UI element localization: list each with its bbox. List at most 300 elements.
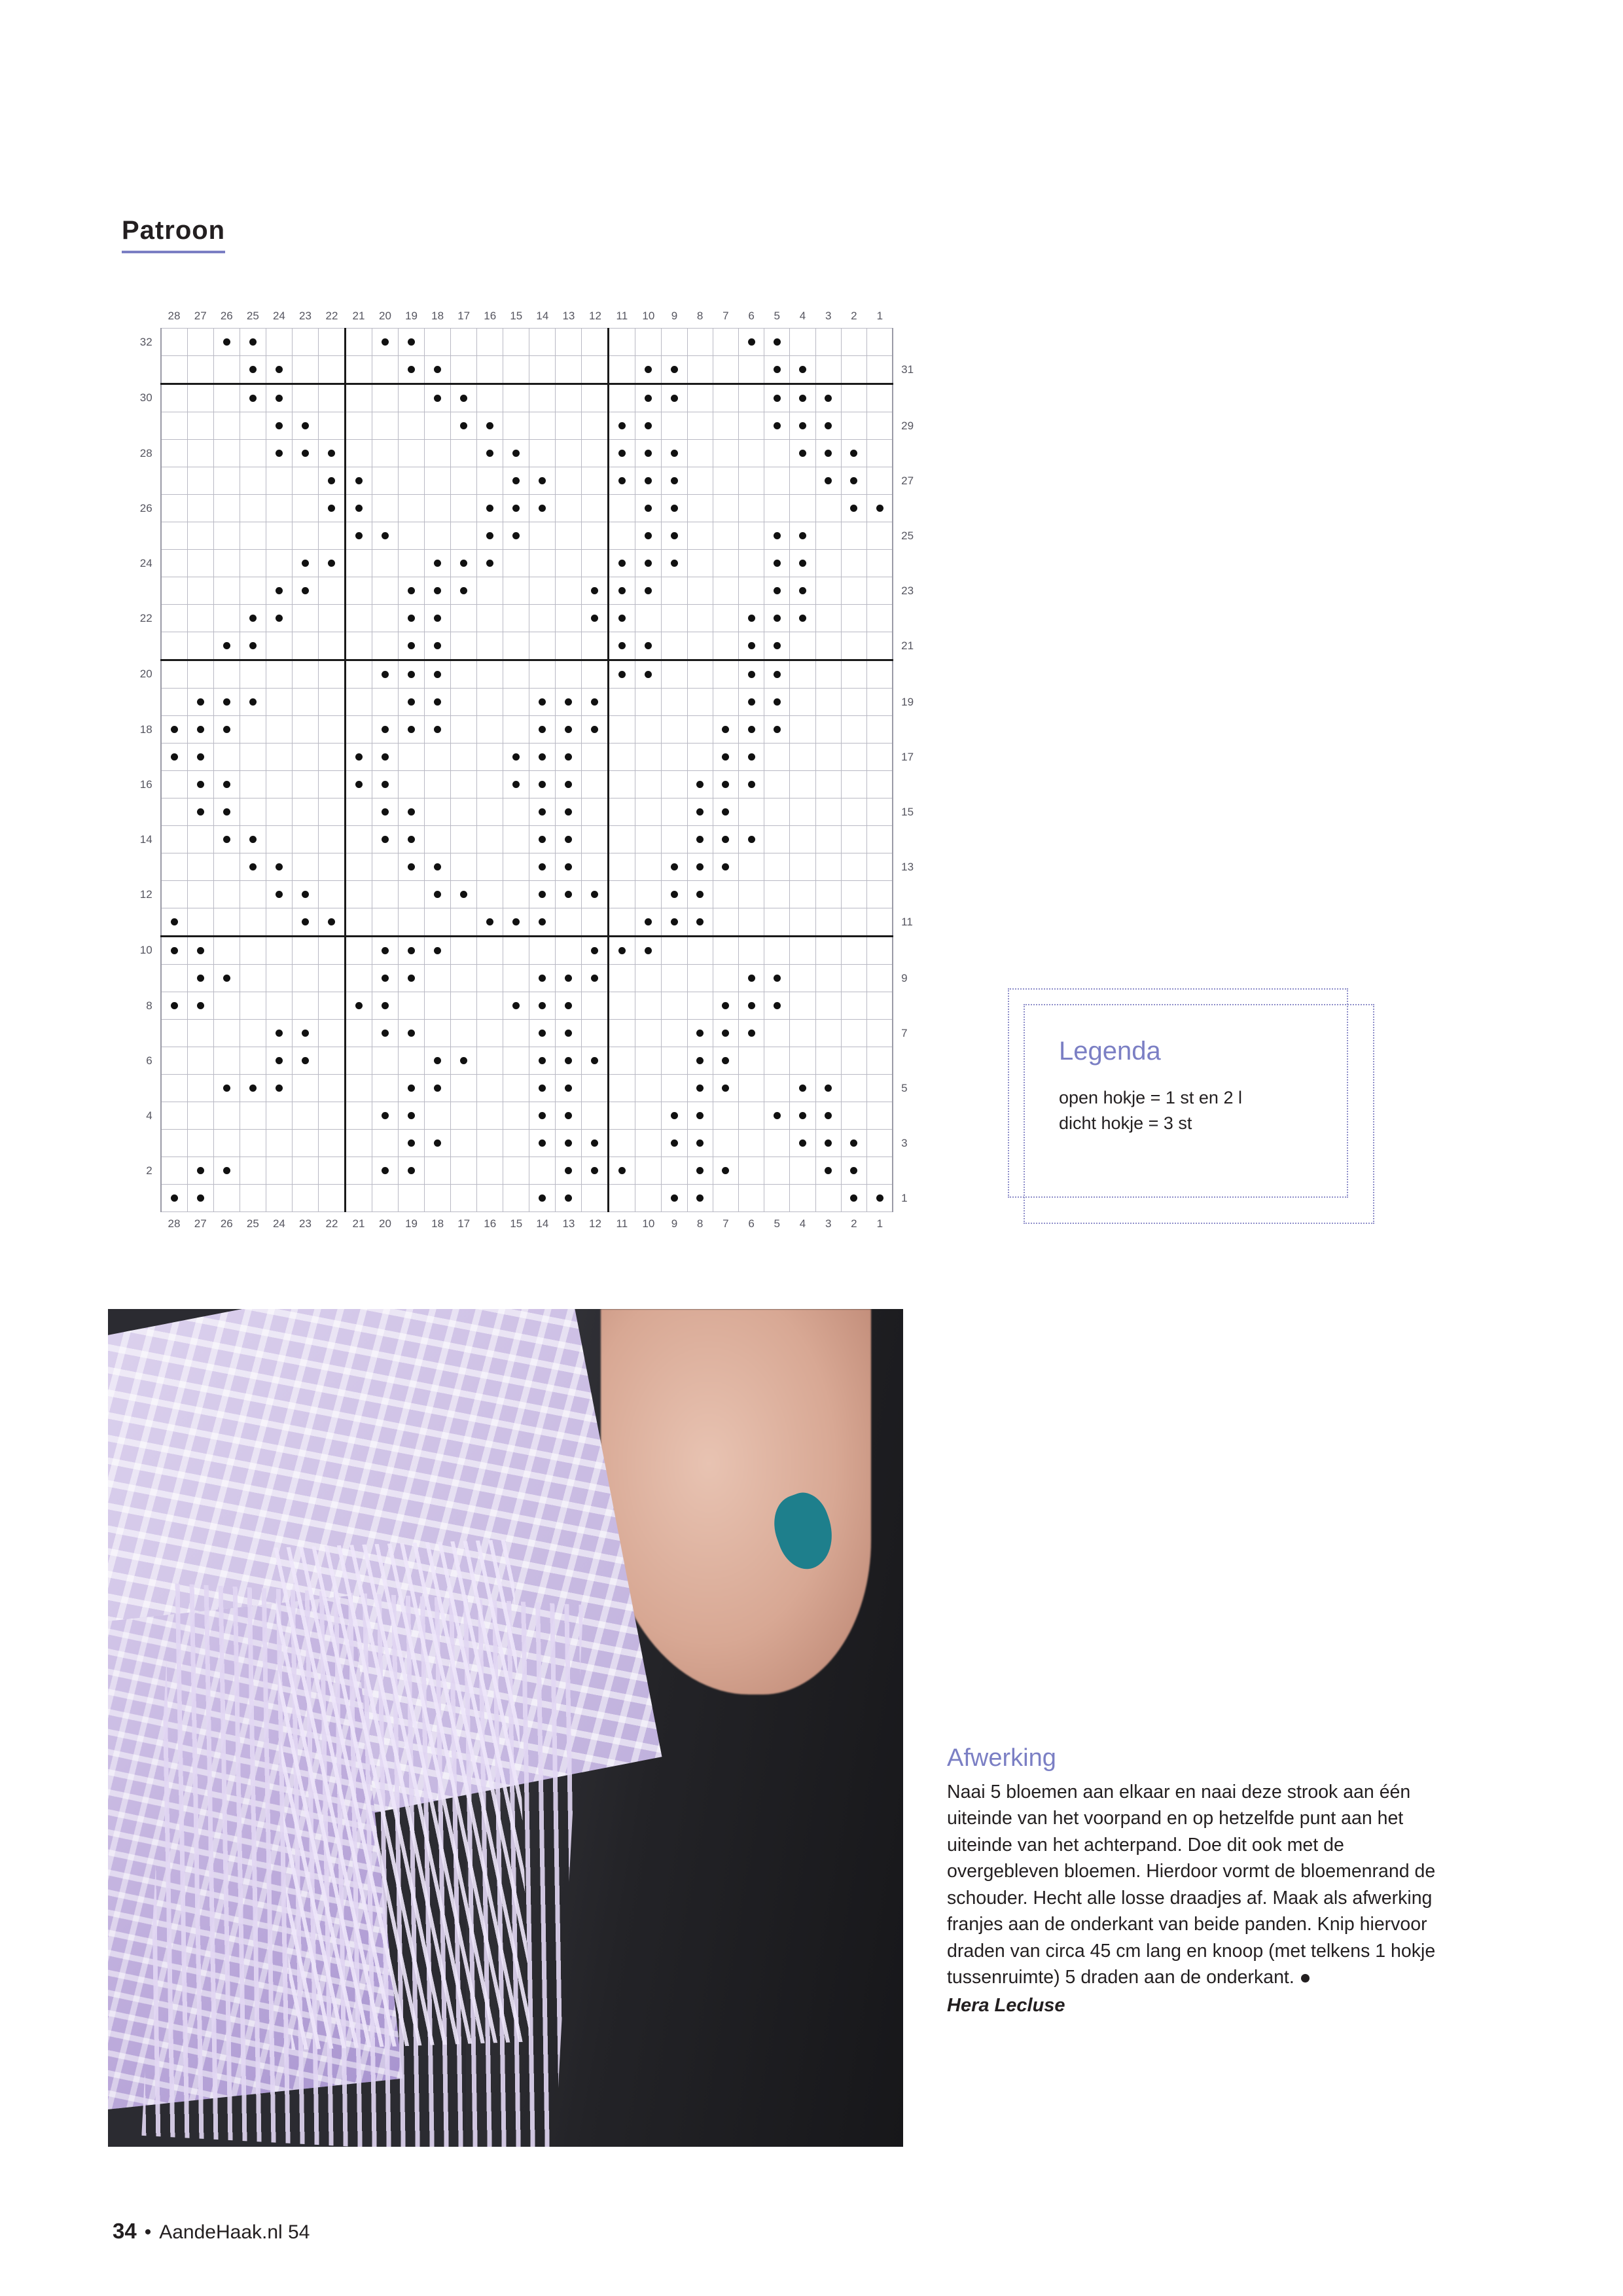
- chart-cell-filled: [764, 992, 790, 1020]
- chart-cell-filled: [503, 440, 529, 467]
- chart-column-label: 2: [851, 1217, 857, 1230]
- chart-cell-open: [292, 771, 318, 798]
- chart-cell-open: [425, 965, 451, 992]
- chart-cell-filled: [687, 771, 713, 798]
- chart-cell-open: [266, 495, 292, 522]
- chart-cell-open: [687, 412, 713, 440]
- chart-cell-open: [790, 632, 815, 660]
- chart-cell-filled: [713, 992, 738, 1020]
- chart-cell-filled: [764, 522, 790, 550]
- chart-cell-filled: [635, 550, 662, 577]
- chart-cell-open: [687, 577, 713, 605]
- chart-cell-filled: [635, 412, 662, 440]
- chart-cell-open: [713, 908, 738, 937]
- chart-cell-open: [582, 550, 609, 577]
- chart-cell-open: [213, 992, 240, 1020]
- chart-column-label: 24: [272, 1217, 285, 1230]
- chart-cell-open: [503, 965, 529, 992]
- chart-cell-open: [187, 384, 213, 412]
- chart-cell-filled: [346, 744, 372, 771]
- chart-cell-open: [841, 329, 866, 356]
- chart-cell-open: [425, 329, 451, 356]
- chart-cell-open: [425, 440, 451, 467]
- chart-row: [124, 1047, 929, 1075]
- chart-cell-open: [556, 605, 582, 632]
- chart-cell-open: [240, 1102, 266, 1130]
- chart-cell-open: [240, 965, 266, 992]
- chart-cell-filled: [346, 522, 372, 550]
- chart-cell-open: [609, 992, 635, 1020]
- chart-cell-open: [213, 937, 240, 965]
- chart-cell-open: [503, 660, 529, 689]
- chart-cell-filled: [399, 356, 425, 384]
- chart-cell-open: [292, 744, 318, 771]
- chart-cell-open: [815, 660, 841, 689]
- chart-cell-filled: [582, 605, 609, 632]
- chart-cell-open: [161, 356, 188, 384]
- chart-cell-open: [582, 356, 609, 384]
- chart-row-label-left: [124, 577, 161, 605]
- chart-cell-filled: [556, 965, 582, 992]
- chart-cell-filled: [662, 550, 687, 577]
- chart-cell-open: [635, 716, 662, 744]
- chart-cell-open: [582, 798, 609, 826]
- chart-cell-open: [319, 1130, 346, 1157]
- chart-cell-open: [713, 881, 738, 908]
- chart-cell-open: [451, 771, 477, 798]
- chart-cell-open: [240, 908, 266, 937]
- chart-column-label: 11: [616, 1217, 628, 1230]
- chart-cell-open: [790, 771, 815, 798]
- chart-cell-open: [319, 605, 346, 632]
- chart-cell-open: [503, 384, 529, 412]
- chart-cell-filled: [687, 908, 713, 937]
- chart-cell-open: [529, 605, 556, 632]
- chart-cell-open: [764, 881, 790, 908]
- chart-row: [124, 1157, 929, 1185]
- chart-cell-open: [841, 356, 866, 384]
- chart-cell-open: [240, 467, 266, 495]
- chart-row-label-right: [893, 1047, 929, 1075]
- chart-cell-filled: [713, 1075, 738, 1102]
- chart-cell-open: [292, 992, 318, 1020]
- chart-row-label-right: [893, 495, 929, 522]
- chart-cell-open: [451, 522, 477, 550]
- chart-cell-filled: [713, 853, 738, 881]
- footer-separator: •: [144, 2221, 152, 2243]
- chart-cell-filled: [187, 798, 213, 826]
- chart-cell-open: [609, 908, 635, 937]
- chart-cell-open: [451, 495, 477, 522]
- chart-cell-open: [866, 744, 893, 771]
- chart-cell-filled: [815, 440, 841, 467]
- chart-cell-open: [319, 771, 346, 798]
- chart-cell-filled: [790, 577, 815, 605]
- chart-row-label-right: 27: [901, 474, 914, 487]
- chart-cell-open: [556, 329, 582, 356]
- chart-cell-filled: [687, 1185, 713, 1212]
- chart-cell-open: [662, 689, 687, 716]
- chart-cell-filled: [815, 1130, 841, 1157]
- chart-cell-open: [866, 1047, 893, 1075]
- chart-cell-open: [687, 660, 713, 689]
- chart-cell-open: [346, 1047, 372, 1075]
- chart-cell-filled: [635, 632, 662, 660]
- chart-cell-filled: [529, 1102, 556, 1130]
- chart-corner-spacer: [893, 1212, 929, 1236]
- chart-cell-filled: [556, 853, 582, 881]
- chart-cell-open: [477, 605, 503, 632]
- chart-cell-open: [161, 329, 188, 356]
- chart-cell-filled: [556, 1157, 582, 1185]
- chart-row: [124, 771, 929, 798]
- chart-cell-open: [161, 467, 188, 495]
- chart-cell-open: [213, 467, 240, 495]
- chart-cell-open: [662, 577, 687, 605]
- chart-cell-filled: [582, 965, 609, 992]
- chart-cell-open: [187, 908, 213, 937]
- chart-cell-filled: [240, 689, 266, 716]
- chart-cell-filled: [187, 1185, 213, 1212]
- chart-cell-open: [815, 689, 841, 716]
- chart-cell-open: [292, 660, 318, 689]
- chart-cell-open: [240, 744, 266, 771]
- chart-cell-filled: [266, 356, 292, 384]
- chart-cell-open: [738, 384, 764, 412]
- chart-cell-filled: [319, 467, 346, 495]
- chart-column-label: 8: [696, 1217, 704, 1230]
- chart-cell-open: [738, 881, 764, 908]
- afwerking-body-text: Naai 5 bloemen aan elkaar en naai deze strook aan één uiteinde van het voorpand en op hetzelfde punt aan het uiteinde van het achterpand. Doe dit ook met de overgebleven bloemen. Hierdoor vormt de bloemenrand de schouder. Hecht alle losse draadjes af. Maak als afwerking franjes aan de onderkant van beide panden. Knip hiervoor draden van circa 45 cm lang en knoop (met telkens 1 hokje tussenruimte) 5 draden aan de onderkant.: [947, 1782, 1436, 1988]
- chart-cell-filled: [764, 632, 790, 660]
- chart-cell-open: [556, 550, 582, 577]
- chart-cell-open: [713, 937, 738, 965]
- chart-row-label-right: [893, 660, 929, 689]
- chart-cell-open: [477, 992, 503, 1020]
- chart-cell-filled: [213, 716, 240, 744]
- chart-cell-open: [425, 992, 451, 1020]
- chart-cell-open: [292, 356, 318, 384]
- chart-cell-open: [815, 1020, 841, 1047]
- chart-cell-open: [713, 467, 738, 495]
- chart-column-label: 14: [536, 310, 549, 322]
- chart-cell-filled: [529, 1075, 556, 1102]
- chart-cell-filled: [529, 689, 556, 716]
- chart-column-label: 23: [299, 310, 312, 322]
- chart-cell-filled: [399, 605, 425, 632]
- chart-cell-open: [319, 744, 346, 771]
- chart-column-label: 3: [825, 1217, 832, 1230]
- chart-cell-open: [556, 467, 582, 495]
- chart-cell-open: [635, 881, 662, 908]
- chart-cell-open: [713, 495, 738, 522]
- chart-cell-open: [266, 1102, 292, 1130]
- chart-cell-open: [790, 660, 815, 689]
- chart-cell-open: [866, 632, 893, 660]
- chart-cell-open: [319, 881, 346, 908]
- chart-cell-filled: [556, 744, 582, 771]
- chart-row-label-right: 31: [901, 363, 914, 376]
- chart-cell-filled: [738, 716, 764, 744]
- chart-cell-open: [292, 384, 318, 412]
- pattern-chart: [98, 278, 929, 1230]
- chart-cell-filled: [764, 965, 790, 992]
- chart-cell-filled: [556, 689, 582, 716]
- chart-row-label-left: 10: [139, 944, 152, 956]
- chart-cell-open: [240, 937, 266, 965]
- chart-cell-open: [346, 440, 372, 467]
- chart-cell-open: [213, 881, 240, 908]
- chart-cell-open: [635, 689, 662, 716]
- chart-cell-open: [503, 329, 529, 356]
- chart-cell-open: [866, 965, 893, 992]
- chart-cell-open: [790, 908, 815, 937]
- chart-cell-open: [213, 1047, 240, 1075]
- chart-cell-filled: [529, 798, 556, 826]
- chart-cell-filled: [662, 356, 687, 384]
- chart-cell-open: [477, 1157, 503, 1185]
- chart-cell-filled: [477, 550, 503, 577]
- chart-cell-open: [662, 826, 687, 853]
- chart-cell-open: [503, 550, 529, 577]
- chart-cell-open: [815, 853, 841, 881]
- chart-row-label-left: 14: [139, 833, 152, 846]
- chart-cell-filled: [266, 440, 292, 467]
- chart-cell-filled: [399, 1075, 425, 1102]
- chart-cell-filled: [477, 412, 503, 440]
- chart-cell-filled: [372, 798, 398, 826]
- chart-cell-open: [240, 412, 266, 440]
- chart-cell-open: [841, 992, 866, 1020]
- chart-cell-open: [687, 522, 713, 550]
- chart-cell-open: [815, 356, 841, 384]
- chart-cell-open: [372, 853, 398, 881]
- chart-cell-filled: [372, 826, 398, 853]
- chart-cell-open: [372, 467, 398, 495]
- chart-cell-open: [866, 826, 893, 853]
- chart-cell-open: [161, 384, 188, 412]
- chart-cell-open: [477, 660, 503, 689]
- chart-cell-open: [687, 495, 713, 522]
- chart-cell-filled: [556, 881, 582, 908]
- chart-cell-open: [841, 1020, 866, 1047]
- chart-cell-open: [187, 356, 213, 384]
- chart-row-label-right: 15: [901, 805, 914, 818]
- chart-cell-filled: [713, 716, 738, 744]
- chart-cell-open: [841, 605, 866, 632]
- chart-cell-filled: [790, 550, 815, 577]
- chart-cell-open: [372, 440, 398, 467]
- chart-cell-open: [609, 1185, 635, 1212]
- chart-column-label: 6: [748, 310, 755, 322]
- chart-cell-filled: [790, 440, 815, 467]
- chart-cell-open: [451, 853, 477, 881]
- chart-row-label-right: 11: [901, 916, 913, 928]
- chart-cell-open: [582, 467, 609, 495]
- chart-cell-filled: [687, 853, 713, 881]
- chart-cell-filled: [266, 881, 292, 908]
- chart-cell-open: [319, 965, 346, 992]
- footer-page-number: 34: [113, 2219, 137, 2243]
- chart-cell-filled: [529, 771, 556, 798]
- chart-cell-filled: [425, 577, 451, 605]
- page-title: Patroon: [122, 216, 225, 253]
- chart-column-label: 12: [588, 1217, 601, 1230]
- chart-cell-open: [451, 716, 477, 744]
- chart-cell-open: [687, 329, 713, 356]
- chart-cell-filled: [292, 412, 318, 440]
- chart-cell-open: [161, 1075, 188, 1102]
- chart-cell-open: [713, 965, 738, 992]
- chart-cell-open: [292, 965, 318, 992]
- chart-cell-open: [451, 329, 477, 356]
- chart-cell-open: [841, 853, 866, 881]
- chart-cell-open: [582, 826, 609, 853]
- chart-cell-open: [841, 522, 866, 550]
- chart-cell-filled: [213, 771, 240, 798]
- chart-cell-open: [866, 605, 893, 632]
- chart-cell-filled: [161, 744, 188, 771]
- chart-cell-open: [815, 937, 841, 965]
- chart-cell-filled: [738, 992, 764, 1020]
- chart-cell-open: [582, 632, 609, 660]
- chart-cell-open: [609, 356, 635, 384]
- chart-cell-open: [372, 881, 398, 908]
- chart-cell-open: [372, 495, 398, 522]
- chart-cell-filled: [346, 771, 372, 798]
- chart-cell-open: [582, 908, 609, 937]
- chart-cell-filled: [477, 522, 503, 550]
- chart-cell-open: [866, 660, 893, 689]
- chart-cell-open: [477, 853, 503, 881]
- chart-cell-open: [866, 853, 893, 881]
- chart-cell-filled: [790, 1075, 815, 1102]
- chart-row-label-right: 21: [901, 639, 914, 652]
- chart-cell-open: [635, 744, 662, 771]
- chart-cell-open: [187, 1020, 213, 1047]
- chart-row: [124, 495, 929, 522]
- chart-cell-filled: [662, 495, 687, 522]
- chart-cell-open: [635, 992, 662, 1020]
- chart-cell-filled: [556, 771, 582, 798]
- chart-cell-open: [635, 1157, 662, 1185]
- chart-cell-open: [582, 495, 609, 522]
- chart-cell-open: [815, 1047, 841, 1075]
- chart-cell-open: [790, 798, 815, 826]
- chart-cell-open: [372, 1130, 398, 1157]
- chart-column-label: 19: [405, 310, 418, 322]
- chart-cell-open: [266, 798, 292, 826]
- chart-cell-filled: [556, 992, 582, 1020]
- chart-row: [124, 965, 929, 992]
- chart-cell-open: [582, 412, 609, 440]
- chart-cell-open: [240, 1130, 266, 1157]
- chart-cell-filled: [790, 522, 815, 550]
- chart-cell-open: [399, 467, 425, 495]
- chart-cell-open: [503, 881, 529, 908]
- chart-cell-filled: [187, 716, 213, 744]
- chart-cell-open: [790, 965, 815, 992]
- chart-cell-open: [319, 937, 346, 965]
- chart-column-label: 4: [799, 1217, 806, 1230]
- end-of-article-dot-icon: [1301, 1974, 1310, 1982]
- chart-cell-filled: [477, 495, 503, 522]
- chart-cell-open: [503, 853, 529, 881]
- chart-cell-filled: [529, 1130, 556, 1157]
- chart-row: [124, 522, 929, 550]
- chart-cell-filled: [425, 632, 451, 660]
- chart-cell-filled: [425, 937, 451, 965]
- page-footer: [113, 2219, 310, 2244]
- chart-row-label-left: [124, 522, 161, 550]
- chart-cell-open: [687, 744, 713, 771]
- chart-cell-open: [582, 1075, 609, 1102]
- chart-cell-filled: [292, 577, 318, 605]
- chart-cell-filled: [635, 440, 662, 467]
- chart-cell-open: [529, 384, 556, 412]
- chart-cell-open: [556, 908, 582, 937]
- chart-cell-open: [187, 881, 213, 908]
- chart-cell-filled: [529, 467, 556, 495]
- chart-cell-filled: [635, 356, 662, 384]
- chart-cell-open: [815, 522, 841, 550]
- chart-column-label: 11: [616, 310, 628, 322]
- chart-cell-open: [213, 550, 240, 577]
- chart-cell-filled: [161, 716, 188, 744]
- chart-cell-open: [399, 908, 425, 937]
- chart-column-label: 21: [352, 310, 365, 322]
- chart-cell-filled: [713, 1157, 738, 1185]
- chart-cell-open: [635, 605, 662, 632]
- chart-row-label-left: 16: [139, 778, 152, 791]
- chart-cell-filled: [635, 467, 662, 495]
- chart-cell-open: [161, 965, 188, 992]
- chart-cell-open: [609, 965, 635, 992]
- chart-cell-filled: [815, 412, 841, 440]
- chart-cell-open: [266, 771, 292, 798]
- chart-cell-filled: [213, 826, 240, 853]
- chart-row-label-left: 26: [139, 501, 152, 514]
- chart-cell-open: [841, 965, 866, 992]
- chart-cell-open: [713, 632, 738, 660]
- chart-cell-open: [503, 577, 529, 605]
- chart-cell-open: [240, 771, 266, 798]
- chart-cell-open: [477, 1075, 503, 1102]
- chart-cell-open: [477, 467, 503, 495]
- chart-cell-open: [503, 937, 529, 965]
- chart-cell-open: [662, 716, 687, 744]
- chart-cell-filled: [738, 965, 764, 992]
- chart-cell-open: [841, 660, 866, 689]
- chart-cell-open: [451, 689, 477, 716]
- chart-cell-open: [764, 908, 790, 937]
- chart-cell-open: [292, 716, 318, 744]
- chart-cell-filled: [372, 992, 398, 1020]
- chart-cell-open: [815, 881, 841, 908]
- chart-cell-filled: [213, 798, 240, 826]
- chart-cell-open: [713, 1102, 738, 1130]
- chart-cell-filled: [815, 1157, 841, 1185]
- chart-cell-open: [503, 716, 529, 744]
- chart-row: [124, 660, 929, 689]
- chart-cell-filled: [451, 1047, 477, 1075]
- chart-cell-open: [635, 826, 662, 853]
- chart-row-label-left: 20: [139, 668, 152, 680]
- chart-cell-filled: [529, 1047, 556, 1075]
- chart-cell-filled: [713, 826, 738, 853]
- chart-cell-filled: [764, 689, 790, 716]
- chart-cell-open: [503, 1075, 529, 1102]
